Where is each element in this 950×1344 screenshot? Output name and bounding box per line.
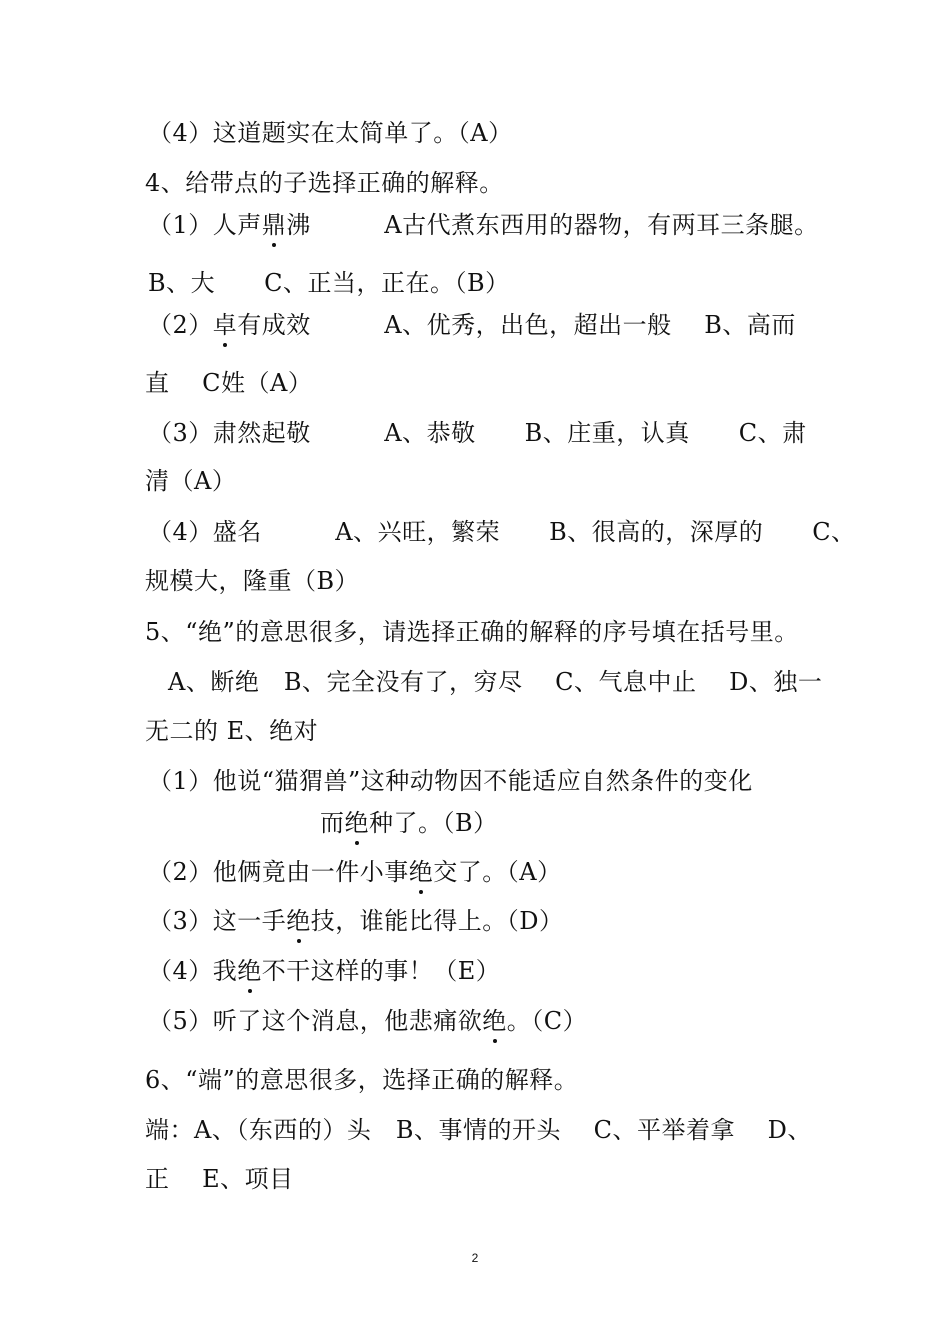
text-segment: （3）这一手 xyxy=(148,907,287,935)
text-line: A、断绝 B、完全没有了，穷尽 C、气息中止 D、独一 xyxy=(168,668,823,696)
text-line xyxy=(148,1006,587,1036)
text-segment: （1）人声 xyxy=(148,211,262,239)
text-segment: 种了。（B） xyxy=(369,809,498,837)
text-line: 端：A、（东西的）头 B、事情的开头 C、平举着拿 D、 xyxy=(145,1116,812,1144)
text-segment: 不干这样的事！（E） xyxy=(261,957,501,985)
text-line xyxy=(320,808,498,838)
dotted-character: 绝 xyxy=(344,809,369,837)
text-segment: 而 xyxy=(320,809,345,837)
dotted-character: 绝 xyxy=(408,858,434,886)
text-line: （4）这道题实在太简单了。（A） xyxy=(148,119,513,147)
text-segment: 交了。（A） xyxy=(433,858,562,886)
text-line: （3）肃然起敬 A、恭敬 B、庄重，认真 C、肃 xyxy=(148,419,807,447)
text-segment: （5）听了这个消息，他悲痛欲 xyxy=(148,1007,483,1035)
text-line xyxy=(148,906,564,936)
text-segment: 。（C） xyxy=(506,1007,588,1035)
text-line: B、大 C、正当，正在。（B） xyxy=(148,269,510,297)
text-line: 无二的 E、绝对 xyxy=(145,717,319,745)
text-segment: （2） xyxy=(148,311,213,339)
page-number: 2 xyxy=(471,1251,479,1265)
dotted-character: 鼎 xyxy=(261,211,287,239)
text-line: 正 E、项目 xyxy=(145,1165,294,1193)
text-line: 规模大，隆重（B） xyxy=(145,567,360,595)
text-segment: （2）他俩竟由一件小事 xyxy=(148,858,409,886)
question-6-heading: 6、“端”的意思很多，选择正确的解释。 xyxy=(145,1066,579,1094)
text-line xyxy=(148,210,819,240)
text-segment: 有成效 A、优秀，出色，超出一般 B、高而 xyxy=(237,311,796,339)
text-segment: 技，谁能比得上。（D） xyxy=(310,907,564,935)
text-line: 清（A） xyxy=(145,467,237,495)
dotted-character: 卓 xyxy=(212,311,238,339)
text-line: （1）他说“猫猬兽”这种动物因不能适应自然条件的变化 xyxy=(148,767,753,795)
question-5-heading: 5、“绝”的意思很多，请选择正确的解释的序号填在括号里。 xyxy=(145,618,799,646)
text-line: （4）盛名 A、兴旺，繁荣 B、很高的，深厚的 C、 xyxy=(148,518,856,546)
text-segment: 沸 A古代煮东西用的器物，有两耳三条腿。 xyxy=(286,211,819,239)
dotted-character: 绝 xyxy=(237,957,262,985)
question-4-heading: 4、给带点的子选择正确的解释。 xyxy=(145,169,504,197)
text-segment: （4）我 xyxy=(148,957,238,985)
text-line xyxy=(148,310,796,340)
text-line xyxy=(148,857,562,887)
dotted-character: 绝 xyxy=(482,1007,507,1035)
text-line: 直 C姓（A） xyxy=(145,369,313,397)
text-line xyxy=(148,956,500,986)
dotted-character: 绝 xyxy=(286,907,311,935)
